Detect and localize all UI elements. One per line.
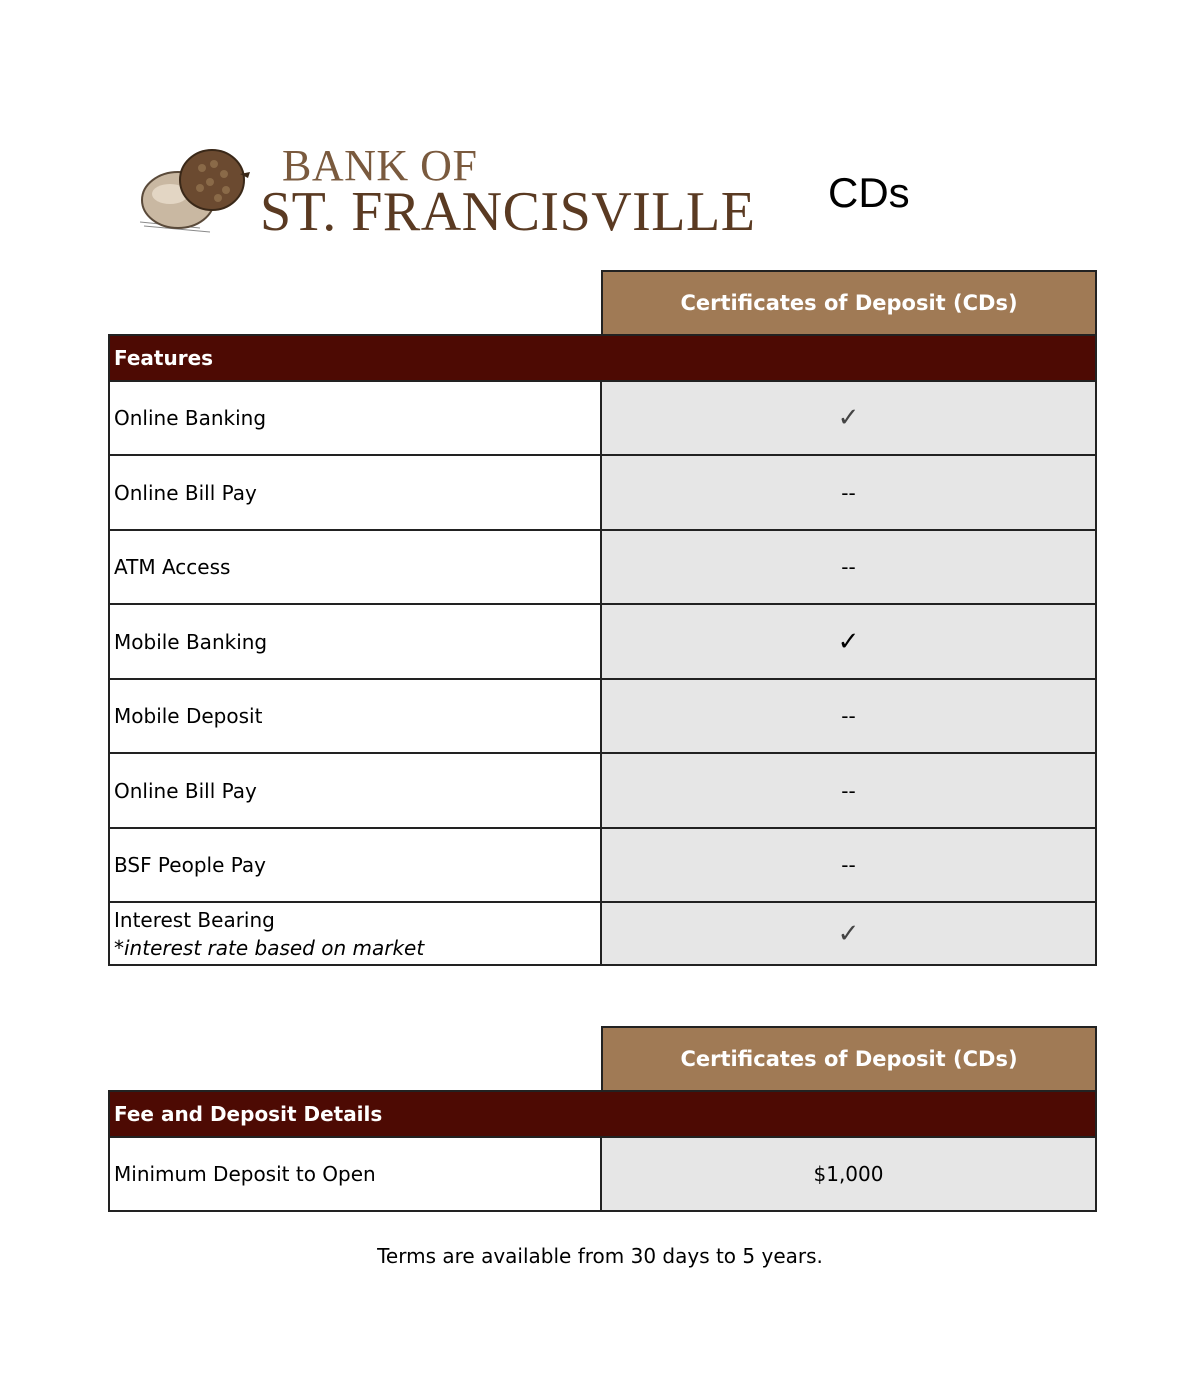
feature-value bbox=[602, 605, 1097, 680]
terms-note: Terms are available from 30 days to 5 years. bbox=[377, 1244, 823, 1268]
table-row bbox=[108, 754, 1097, 829]
table-row bbox=[108, 680, 1097, 754]
feature-label bbox=[108, 903, 602, 966]
table-row bbox=[108, 1138, 1097, 1212]
feature-value: -- bbox=[602, 754, 1097, 829]
feature-label: ATM Access bbox=[108, 531, 602, 605]
features-column-header: Certificates of Deposit (CDs) bbox=[601, 270, 1097, 336]
fee-label: Minimum Deposit to Open bbox=[108, 1138, 602, 1212]
table-row bbox=[108, 829, 1097, 903]
fees-table bbox=[108, 1138, 1097, 1212]
features-table bbox=[108, 382, 1097, 966]
features-section-title: Features bbox=[108, 334, 1097, 382]
feature-value bbox=[602, 382, 1097, 456]
feature-note: *interest rate based on market bbox=[114, 935, 425, 960]
feature-label: Online Bill Pay bbox=[108, 754, 602, 829]
check-icon: ✓ bbox=[837, 626, 860, 657]
fee-value: $1,000 bbox=[602, 1138, 1097, 1212]
feature-label-text: Interest Bearing bbox=[114, 907, 275, 932]
bank-logo bbox=[140, 140, 756, 243]
feature-label: Online Banking bbox=[108, 382, 602, 456]
logo-text-bank-of: BANK OF bbox=[282, 141, 478, 190]
page-title: CDs bbox=[828, 169, 910, 216]
feature-label: Mobile Deposit bbox=[108, 680, 602, 754]
feature-value: -- bbox=[602, 829, 1097, 903]
table-row bbox=[108, 605, 1097, 680]
table-row bbox=[108, 382, 1097, 456]
check-icon: ✓ bbox=[837, 918, 860, 949]
feature-label: Online Bill Pay bbox=[108, 456, 602, 531]
feature-label: BSF People Pay bbox=[108, 829, 602, 903]
feature-value: -- bbox=[602, 456, 1097, 531]
table-row bbox=[108, 903, 1097, 966]
fees-column-header: Certificates of Deposit (CDs) bbox=[601, 1026, 1097, 1092]
feature-label: Mobile Banking bbox=[108, 605, 602, 680]
check-icon: ✓ bbox=[837, 403, 860, 433]
logo-text-st-francisville: ST. FRANCISVILLE bbox=[260, 181, 756, 243]
table-row bbox=[108, 531, 1097, 605]
feature-value bbox=[602, 903, 1097, 966]
acorn-icon bbox=[140, 144, 252, 236]
table-row bbox=[108, 456, 1097, 531]
feature-value: -- bbox=[602, 531, 1097, 605]
fees-section-title: Fee and Deposit Details bbox=[108, 1090, 1097, 1138]
feature-value: -- bbox=[602, 680, 1097, 754]
